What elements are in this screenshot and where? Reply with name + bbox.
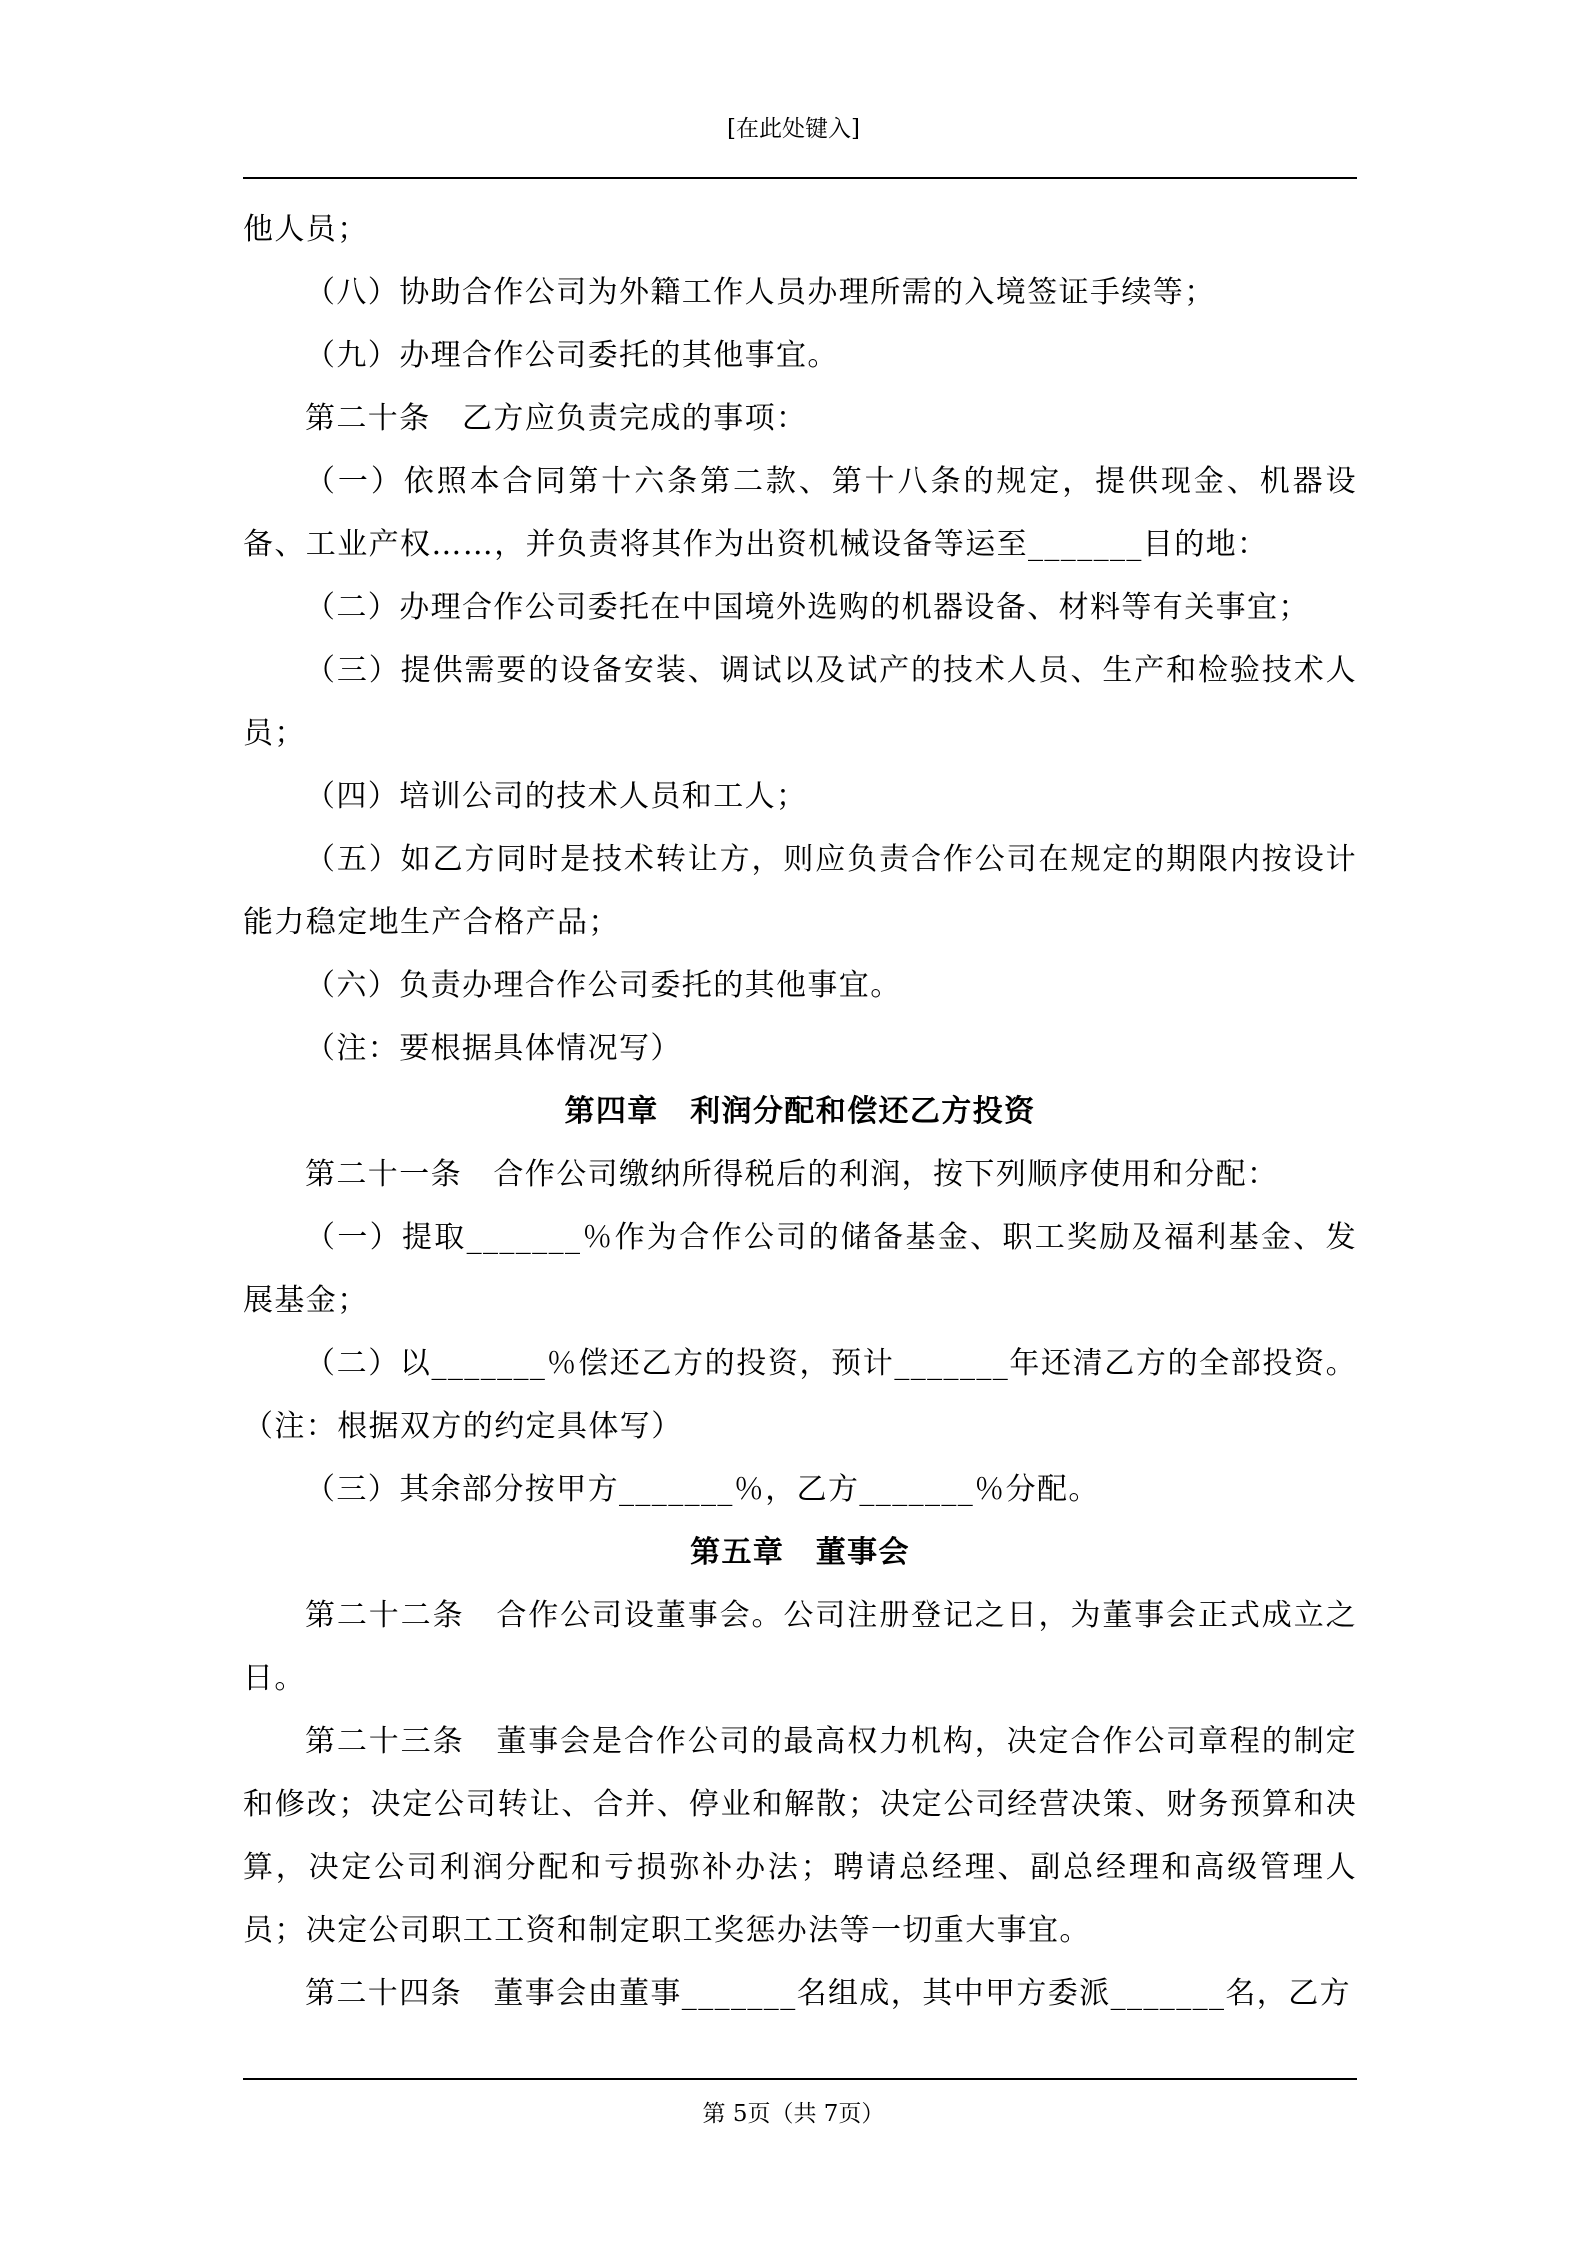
body-paragraph: （一）提取_______％作为合作公司的储备基金、职工奖励及福利基金、发展基金； — [243, 1220, 1357, 1318]
body-paragraph: 第二十三条 董事会是合作公司的最高权力机构，决定合作公司章程的制定和修改；决定公司转让、合并、停业和解散；决定公司经营决策、财务预算和决算，决定公司利润分配和亏损弥补办法；聘请总经理、副总经理和高级管理人员；决定公司职工工资和制定职工奖惩办法等一切重大事宜。 — [243, 1724, 1357, 1948]
body-paragraph: （三）其余部分按甲方_______％，乙方_______％分配。 — [305, 1472, 1100, 1507]
body-paragraph: （注：要根据具体情况写） — [305, 1031, 682, 1066]
page-header: [在此处键入] — [727, 116, 860, 142]
body-paragraph: 第二十四条 董事会由董事_______名组成，其中甲方委派_______名，乙方 — [305, 1976, 1351, 2011]
footer-rule — [243, 2078, 1357, 2080]
body-paragraph: 第二十一条 合作公司缴纳所得税后的利润，按下列顺序使用和分配： — [305, 1157, 1279, 1192]
body-paragraph: （九）办理合作公司委托的其他事宜。 — [305, 338, 839, 373]
body-paragraph: （五）如乙方同时是技术转让方，则应负责合作公司在规定的期限内按设计能力稳定地生产合格产品； — [243, 842, 1357, 940]
chapter-heading: 第五章 董事会 — [690, 1535, 910, 1570]
body-paragraph: 第二十条 乙方应负责完成的事项： — [305, 401, 808, 436]
header-rule — [243, 177, 1357, 179]
body-paragraph: （三）提供需要的设备安装、调试以及试产的技术人员、生产和检验技术人员； — [243, 653, 1357, 751]
page-footer: 第 5页（共 7页） — [702, 2101, 885, 2127]
body-paragraph: （一）依照本合同第十六条第二款、第十八条的规定，提供现金、机器设备、工业产权……，并负责将其作为出资机械设备等运至_______目的地： — [243, 464, 1357, 562]
body-paragraph: （二）以_______％偿还乙方的投资，预计_______年还清乙方的全部投资。（注：根据双方的约定具体写） — [243, 1346, 1357, 1444]
body-paragraph: （六）负责办理合作公司委托的其他事宜。 — [305, 968, 902, 1003]
body-paragraph: （八）协助合作公司为外籍工作人员办理所需的入境签证手续等； — [305, 275, 1216, 310]
body-paragraph: 第二十二条 合作公司设董事会。公司注册登记之日，为董事会正式成立之日。 — [243, 1598, 1357, 1696]
document-body — [243, 198, 1357, 2025]
body-paragraph: 他人员； — [243, 212, 369, 247]
body-paragraph: （二）办理合作公司委托在中国境外选购的机器设备、材料等有关事宜； — [305, 590, 1310, 625]
body-paragraph: （四）培训公司的技术人员和工人； — [305, 779, 808, 814]
chapter-heading: 第四章 利润分配和偿还乙方投资 — [564, 1094, 1036, 1129]
